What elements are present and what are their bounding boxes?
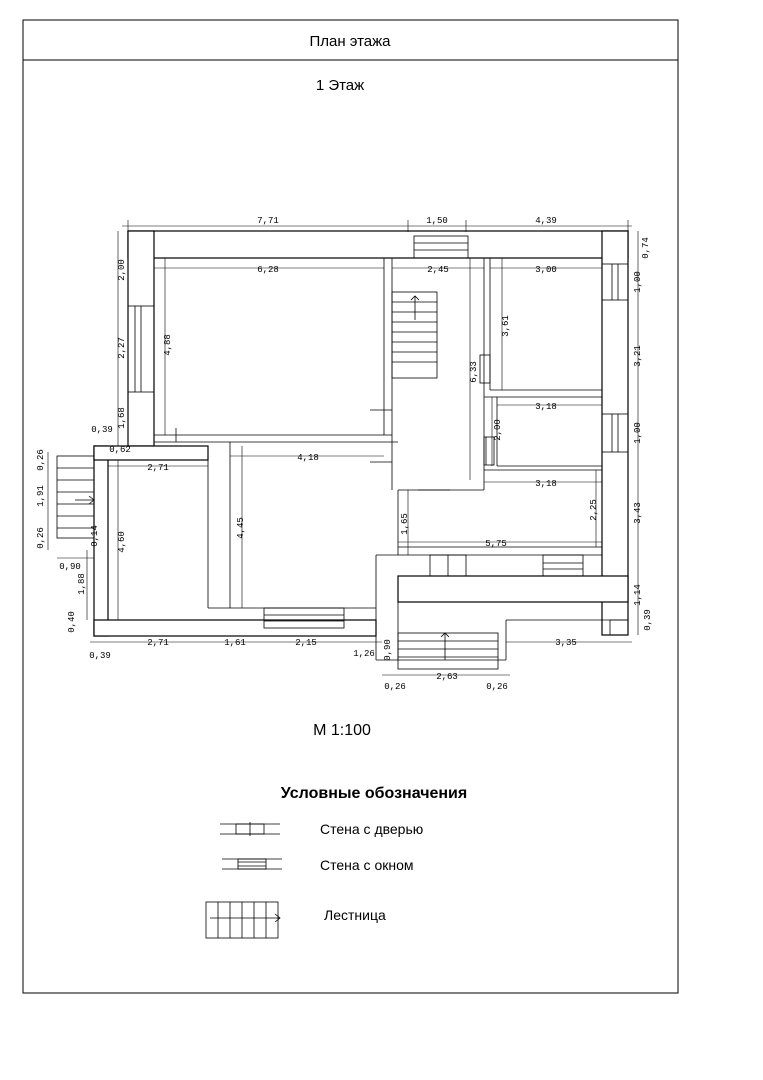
dim-label: 0,26 (486, 682, 508, 692)
dim-label: 7,71 (257, 216, 279, 226)
dim-label: 3,21 (633, 345, 643, 367)
dim-label: 1,61 (224, 638, 246, 648)
dim-label: 4,39 (535, 216, 557, 226)
dim-label: 0,26 (384, 682, 406, 692)
dim-label: 6,28 (257, 265, 279, 275)
wall-top (128, 231, 628, 258)
dim-label: 2,25 (589, 499, 599, 521)
legend-item-label: Стена с дверью (320, 821, 424, 837)
dim-label: 3,18 (535, 479, 557, 489)
floor-plan (57, 231, 628, 669)
dim-label: 2,71 (147, 463, 169, 473)
dim-label: 1,68 (117, 407, 127, 429)
dim-label: 4,88 (163, 334, 173, 356)
dim-label: 0,39 (89, 651, 111, 661)
legend (206, 785, 467, 938)
dim-label: 1,00 (633, 422, 643, 444)
staircase-icon (206, 902, 280, 938)
dim-label: 1,88 (77, 573, 87, 595)
dim-label: 1,14 (633, 584, 643, 606)
wall-right (602, 231, 628, 635)
dim-label: 4,18 (297, 453, 319, 463)
dim-label: 0,14 (90, 525, 100, 547)
dim-label: 2,27 (117, 337, 127, 359)
sheet-frame (23, 20, 678, 993)
staircase (392, 292, 437, 378)
dim-label: 3,35 (555, 638, 577, 648)
dim-label: 1,91 (36, 485, 46, 507)
dim-label: 4,60 (117, 531, 127, 553)
dim-label: 1,26 (353, 649, 375, 659)
dim-label: 2,15 (295, 638, 317, 648)
dim-label: 0,40 (67, 611, 77, 633)
window-bottom-right (543, 555, 583, 576)
dim-label: 3,00 (535, 265, 557, 275)
dim-label: 3,61 (501, 315, 511, 337)
sheet-title: План этажа (309, 33, 391, 50)
dim-label: 0,74 (641, 237, 651, 259)
dim-label: 0,39 (91, 425, 113, 435)
window-wall-icon (222, 859, 282, 869)
windows (128, 236, 628, 628)
dim-label: 6,33 (469, 361, 479, 383)
dim-label: 0,26 (36, 527, 46, 549)
dim-label: 0,62 (109, 445, 131, 455)
left-porch-steps (57, 456, 94, 538)
floor-label: 1 Этаж (315, 77, 365, 94)
dim-label: 1,50 (426, 216, 448, 226)
dim-label: 0,26 (36, 449, 46, 471)
dim-label: 2,45 (427, 265, 449, 275)
dim-label: 3,18 (535, 402, 557, 412)
outer-walls (94, 231, 628, 636)
dim-label: 1,65 (400, 513, 410, 535)
dim-label: 2,63 (436, 672, 458, 682)
dim-label: 0,90 (59, 562, 81, 572)
dim-label: 1,00 (633, 271, 643, 293)
dim-label: 5,75 (485, 539, 507, 549)
scale-label: М 1:100 (313, 722, 371, 739)
legend-item-label: Стена с окном (320, 857, 414, 873)
dim-label: 3,43 (633, 502, 643, 524)
door-wall-icon (220, 822, 280, 836)
dim-label: 0,39 (643, 609, 653, 631)
wall-bottom-right (398, 576, 628, 602)
legend-item-label: Лестница (324, 907, 386, 923)
dim-label: 2,00 (117, 259, 127, 281)
dim-label: 4,45 (236, 517, 246, 539)
front-porch-steps (398, 633, 498, 669)
dim-label: 0,90 (383, 639, 393, 661)
doors (176, 355, 494, 576)
dim-label: 2,00 (493, 419, 503, 441)
legend-heading: Условные обозначения (280, 785, 468, 802)
dim-label: 2,71 (147, 638, 169, 648)
